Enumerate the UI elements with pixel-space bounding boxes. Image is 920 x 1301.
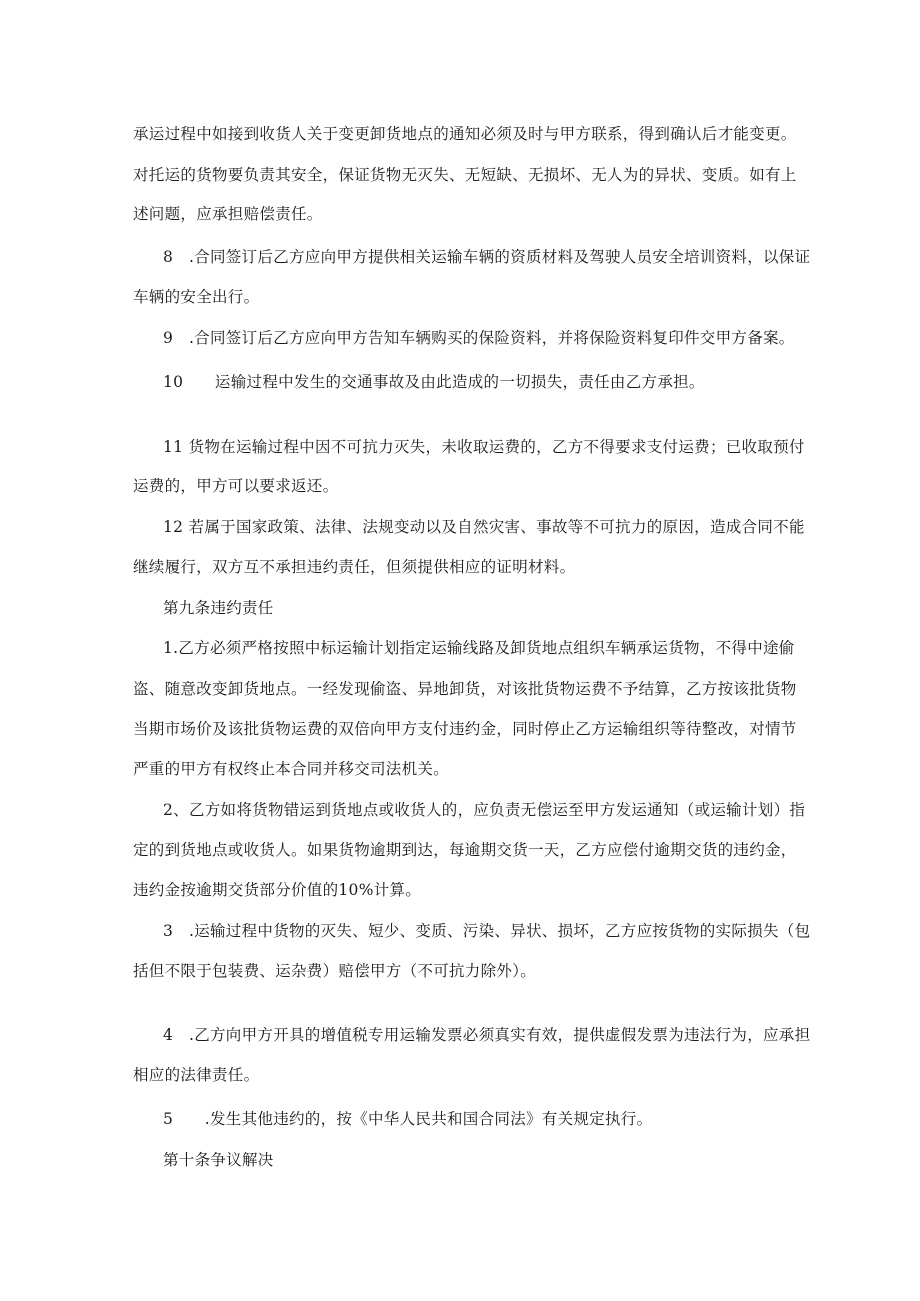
text-line: 相应的法律责任。 xyxy=(133,1066,260,1084)
text-line: 12 若属于国家政策、法律、法规变动以及自然灾害、事故等不可抗力的原因，造成合同不能 xyxy=(163,518,805,536)
text-line: 对托运的货物要负责其安全，保证货物无灭失、无短缺、无损坏、无人为的异状、变质。如有上 xyxy=(133,166,797,184)
text-line: 3 .运输过程中货物的灭失、短少、变质、污染、异状、损坏，乙方应按货物的实际损失（包 xyxy=(163,922,811,940)
text-line: 8 .合同签订后乙方应向甲方提供相关运输车辆的资质材料及驾驶人员安全培训资料，以保证 xyxy=(163,248,811,266)
section-heading: 第九条违约责任 xyxy=(163,599,274,617)
text-line: 承运过程中如接到收货人关于变更卸货地点的通知必须及时与甲方联系，得到确认后才能变更。 xyxy=(133,125,797,143)
text-line: 4 .乙方向甲方开具的增值税专用运输发票必须真实有效，提供虚假发票为违法行为，应承担 xyxy=(163,1026,811,1044)
text-line: 定的到货地点或收货人。如果货物逾期到达，每逾期交货一天，乙方应偿付逾期交货的违约金， xyxy=(133,841,797,859)
text-line: 11 货物在运输过程中因不可抗力灭失，未收取运费的，乙方不得要求支付运费；已收取预付 xyxy=(163,438,805,456)
text-line: 括但不限于包装费、运杂费）赔偿甲方（不可抗力除外）。 xyxy=(133,962,537,980)
text-line: 10 运输过程中发生的交通事故及由此造成的一切损失，责任由乙方承担。 xyxy=(163,373,705,391)
text-line: 5 .发生其他违约的，按《中华人民共和国合同法》有关规定执行。 xyxy=(163,1110,653,1128)
text-line: 违约金按逾期交货部分价值的10%计算。 xyxy=(133,881,422,899)
text-line: 严重的甲方有权终止本合同并移交司法机关。 xyxy=(133,760,450,778)
section-heading: 第十条争议解决 xyxy=(163,1151,274,1169)
text-line: 当期市场价及该批货物运费的双倍向甲方支付违约金，同时停止乙方运输组织等待整改，对情节 xyxy=(133,720,797,738)
text-line: 1.乙方必须严格按照中标运输计划指定运输线路及卸货地点组织车辆承运货物，不得中途偷 xyxy=(163,639,795,657)
text-line: 2、乙方如将货物错运到货地点或收货人的，应负责无偿运至甲方发运通知（或运输计划）指 xyxy=(163,801,806,819)
text-line: 述问题，应承担赔偿责任。 xyxy=(133,205,323,223)
text-line: 9 .合同签订后乙方应向甲方告知车辆购买的保险资料，并将保险资料复印件交甲方备案。 xyxy=(163,329,795,347)
text-line: 盗、随意改变卸货地点。一经发现偷盗、异地卸货，对该批货物运费不予结算，乙方按该批货物 xyxy=(133,680,797,698)
text-line: 运费的，甲方可以要求返还。 xyxy=(133,477,339,495)
text-line: 继续履行，双方互不承担违约责任，但须提供相应的证明材料。 xyxy=(133,558,576,576)
text-line: 车辆的安全出行。 xyxy=(133,288,260,306)
